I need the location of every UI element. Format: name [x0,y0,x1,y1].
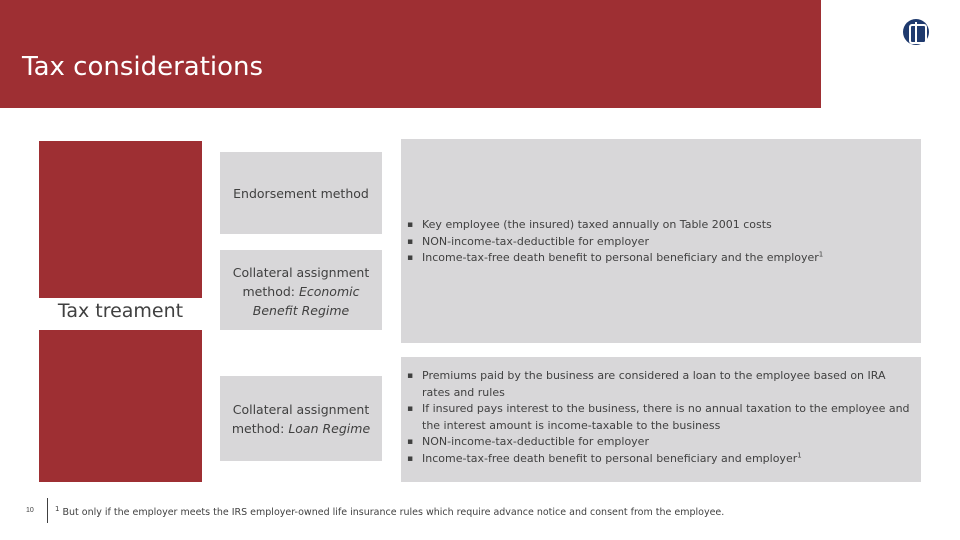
footnote-ref: 1 [797,450,802,459]
method-endorsement [220,152,382,234]
method-loan-regime [220,376,382,461]
method-italic-2: Benefit Regime [252,303,350,318]
footnote-marker: 1 [55,504,60,513]
method-line [220,282,382,301]
economic-benefit-bullets [407,217,917,267]
page-number: 10 [26,507,34,514]
shield-logo-icon [903,19,929,45]
method-prefix: method: [242,284,299,299]
footnote-text: But only if the employer meets the IRS employer-owned life insurance rules which require advance notice and consent from the employee. [59,507,725,518]
bullet-item [407,250,917,267]
method-line [220,419,382,438]
page-title: Tax considerations [22,52,264,82]
method-line: Collateral assignment [232,265,370,280]
method-endorsement-label: Endorsement method [233,186,369,201]
loan-regime-bullets [407,368,917,467]
bullet-item: ▪ If insured pays interest to the business, there is no annual taxation to the employee and the interest amount is income-taxable to the business [407,401,917,434]
bullet-item: ▪ NON-income-tax-deductible for employer [407,434,917,451]
footnote [55,504,725,518]
method-italic: Loan Regime [288,421,371,436]
bullet-item: ▪ Key employee (the insured) taxed annually on Table 2001 costs [407,217,917,234]
footer-divider [47,498,48,523]
method-line: Collateral assignment [232,402,370,417]
method-economic-benefit [220,250,382,330]
method-italic-1: Economic [298,284,360,299]
bullet-item [407,451,917,468]
tax-treatment-label: Tax treament [57,300,184,322]
bullet-item: ▪ NON-income-tax-deductible for employer [407,234,917,251]
footnote-ref: 1 [818,250,824,259]
bullet-text: Income-tax-free death benefit to personal beneficiary and employer [422,451,798,465]
bullet-text: Income-tax-free death benefit to personal beneficiary and the employer [422,251,819,264]
bullet-item: ▪ Premiums paid by the business are considered a loan to the employee based on IRA rates and rules [407,368,917,401]
method-prefix: method: [231,421,289,436]
